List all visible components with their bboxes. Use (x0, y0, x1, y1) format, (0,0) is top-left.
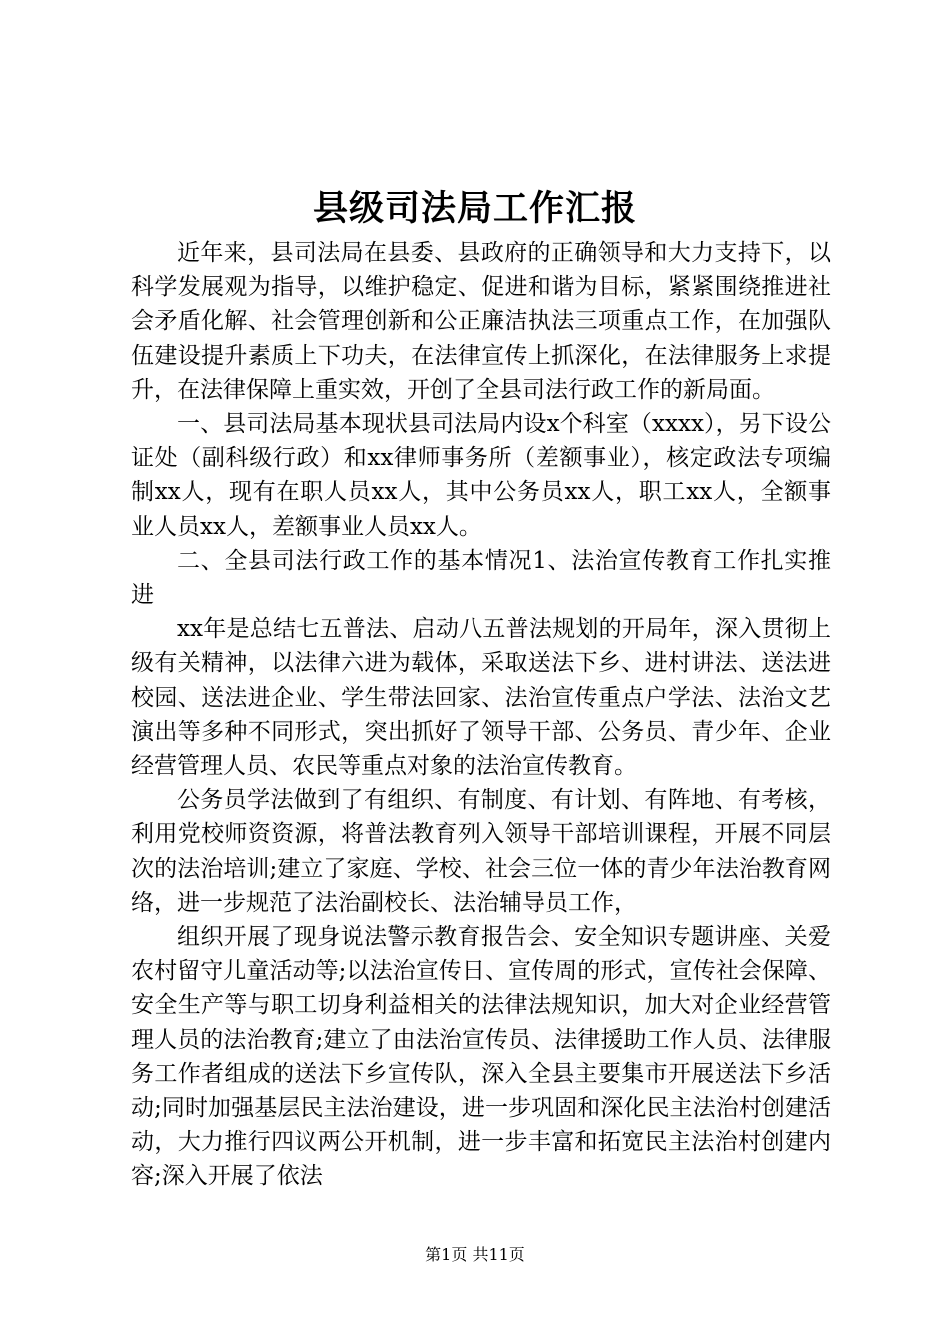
paragraph: 二、全县司法行政工作的基本情况1、法治宣传教育工作扎实推进 (131, 547, 831, 609)
page-number: 第1页 共11页 (425, 1245, 525, 1264)
paragraph: xx年是总结七五普法、启动八五普法规划的开局年，深入贯彻上级有关精神，以法律六进为载体，采取送法下乡、进村讲法、送法进校园、送法进企业、学生带法回家、法治宣传重点户学法、法治文艺演出等多种不同形式，突出抓好了领导干部、公务员、青少年、企业经营管理人员、农民等重点对象的法治宣传教育。 (131, 616, 831, 780)
paragraph: 组织开展了现身说法警示教育报告会、安全知识专题讲座、关爱农村留守儿童活动等;以法治宣传日、宣传周的形式，宣传社会保障、安全生产等与职工切身利益相关的法律法规知识，加大对企业经营管理人员的法治教育;建立了由法治宣传员、法律援助工作人员、法律服务工作者组成的送法下乡宣传队，深入全县主要集市开展送法下乡活动;同时加强基层民主法治建设，进一步巩固和深化民主法治村创建活动，大力推行四议两公开机制，进一步丰富和拓宽民主法治村创建内容;深入开展了依法 (131, 924, 831, 1190)
document-body (131, 236, 831, 1194)
document-title: 县级司法局工作汇报 (312, 188, 637, 229)
paragraph: 一、县司法局基本现状县司法局内设x个科室（xxxx），另下设公证处（副科级行政）和xx律师事务所（差额事业），核定政法专项编制xx人，现有在职人员xx人，其中公务员xx人，职工xx人，全额事业人员xx人，差额事业人员xx人。 (131, 411, 831, 540)
paragraph: 近年来，县司法局在县委、县政府的正确领导和大力支持下，以科学发展观为指导，以维护稳定、促进和谐为目标，紧紧围绕推进社会矛盾化解、社会管理创新和公正廉洁执法三项重点工作，在加强队伍建设提升素质上下功夫，在法律宣传上抓深化，在法律服务上求提升，在法律保障上重实效，开创了全县司法行政工作的新局面。 (131, 240, 831, 403)
page-footer (0, 1243, 950, 1267)
paragraph: 公务员学法做到了有组织、有制度、有计划、有阵地、有考核，利用党校师资资源，将普法教育列入领导干部培训课程，开展不同层次的法治培训;建立了家庭、学校、社会三位一体的青少年法治教育网络，进一步规范了法治副校长、法治辅导员工作， (131, 787, 831, 916)
